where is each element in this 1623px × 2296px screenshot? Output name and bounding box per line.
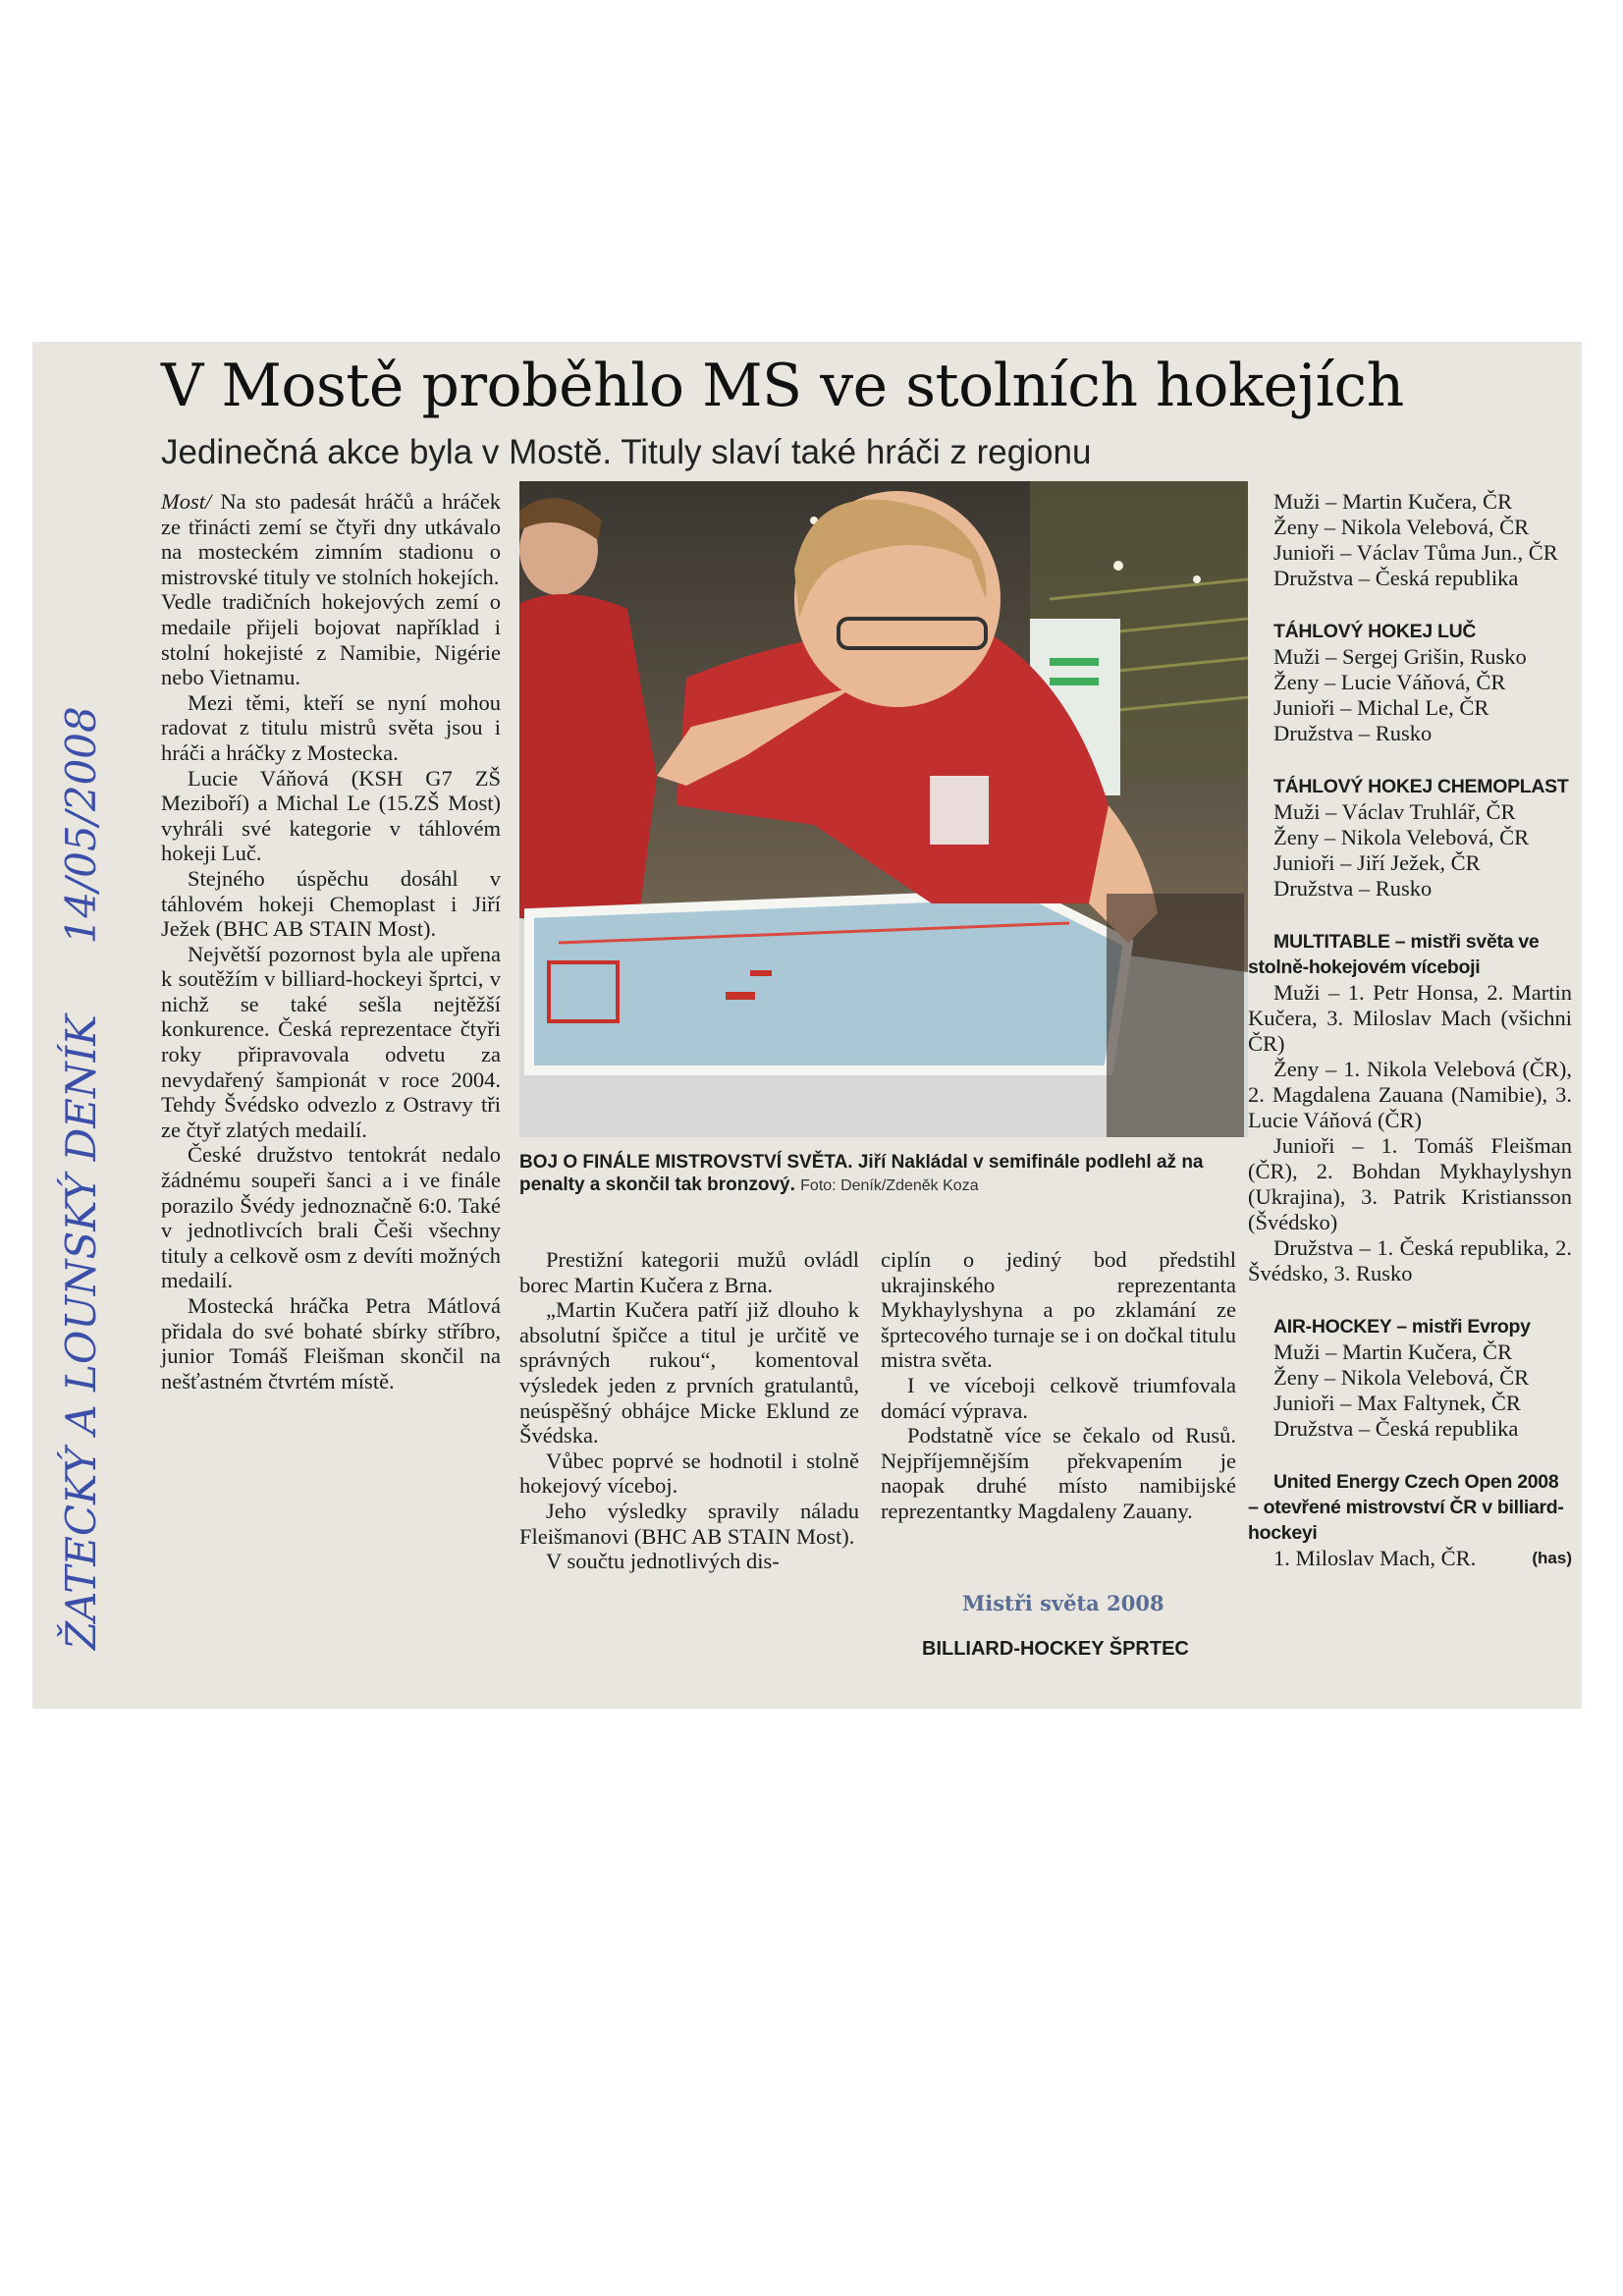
article-photo [519, 481, 1248, 1137]
result-line: Junioři – Max Faltynek, ČR [1273, 1391, 1521, 1415]
result-line: Ženy – 1. Nikola Velebová (ČR), 2. Magdalena Zauana (Namibie), 3. Lucie Váňová (ČR) [1248, 1057, 1572, 1132]
paragraph: Jeho výsledky spravily náladu Fleišmanovi (BHC AB STAIN Most). [519, 1498, 859, 1549]
category-heading: United Energy Czech Open 2008 – otevřené mistrovství ČR v billiard-hockeyi [1248, 1471, 1564, 1544]
paragraph: Lucie Váňová (KSH G7 ZŠ Meziboří) a Michal Le (15.ZŠ Most) vyhráli své kategorie v táhlovém hokeji Luč. [161, 765, 501, 866]
caption-text: Jiří Nakládal v semifinále podlehl až na penalty a skončil tak bronzový. [519, 1152, 1204, 1195]
paragraph: Prestižní kategorii mužů ovládl borec Martin Kučera z Brna. [519, 1247, 859, 1297]
results-box-title: Mistři světa 2008 [962, 1591, 1164, 1615]
paragraph: Stejného úspěchu dosáhl v táhlovém hokeji Chemoplast i Jiří Ježek (BHC AB STAIN Most). [161, 865, 501, 942]
result-line: Ženy – Nikola Velebová, ČR [1273, 1365, 1530, 1390]
result-line: Družstva – Česká republika [1273, 1416, 1519, 1441]
result-line: Junioři – Michal Le, ČR [1273, 695, 1489, 720]
handwritten-source: ŽATECKÝ A LOUNSKÝ DENÍK [57, 1014, 105, 1650]
author-initials: (has) [1532, 1549, 1572, 1567]
results-column [1248, 489, 1572, 1571]
result-line: Ženy – Nikola Velebová, ČR [1273, 825, 1530, 849]
article-column-1 [161, 489, 501, 1394]
table-hockey-photo [519, 481, 1248, 1137]
dateline: Most/ [161, 489, 212, 514]
category-heading: TÁHLOVÝ HOKEJ CHEMOPLAST [1273, 776, 1569, 797]
paragraph: „Martin Kučera patří již dlouho k absolutní špičce a titul je určitě ve správných rukou“, komentoval výsledek jeden z prvních gratulantů, neúspěšný obhájce Micke Eklund ze Švédska. [519, 1297, 859, 1449]
handwritten-annotation [57, 707, 116, 1650]
paragraph: Vedle tradičních hokejových zemí o medaile přijeli bojovat například i stolní hokejisté z Namibie, Nigérie nebo Vietnamu. [161, 589, 501, 690]
result-line: Ženy – Nikola Velebová, ČR [1273, 515, 1530, 539]
article-column-3 [881, 1247, 1236, 1524]
result-line: Družstva – Rusko [1273, 721, 1433, 745]
photo-credit: Foto: Deník/Zdeněk Koza [800, 1177, 979, 1194]
paragraph: Vůbec poprvé se hodnotil i stolně hokejový víceboj. [519, 1448, 859, 1499]
paragraph: Mezi těmi, kteří se nyní mohou radovat z titulu mistrů světa jsou i hráči a hráčky z Mostecka. [161, 689, 501, 765]
article-column-2 [519, 1247, 859, 1574]
result-line: Ženy – Lucie Váňová, ČR [1273, 670, 1506, 694]
result-line: Muži – 1. Petr Honsa, 2. Martin Kučera, 3. Miloslav Mach (všichni ČR) [1248, 980, 1572, 1056]
paragraph: České družstvo tentokrát nedalo žádnému soupeři šanci a i ve finále porazilo Švédy jednoznačně 6:0. Také v jednotlivcích brali Češi všechny tituly a celkově osm z devíti možných medailí. [161, 1142, 501, 1293]
result-line: Junioři – Jiří Ježek, ČR [1273, 850, 1481, 875]
paragraph: Podstatně více se čekalo od Rusů. Nejpříjemnějším překvapením je naopak druhé místo namibijské reprezentantky Magdaleny Zauany. [881, 1423, 1236, 1523]
result-line: Muži – Martin Kučera, ČR [1273, 1339, 1513, 1364]
category-heading: MULTITABLE – mistři světa ve stolně-hokejovém víceboji [1248, 931, 1540, 978]
result-line: Junioři – Václav Tůma Jun., ČR [1273, 540, 1558, 565]
newspaper-clipping [32, 342, 1582, 1709]
paragraph: V součtu jednotlivých dis- [546, 1549, 780, 1574]
paragraph: Most/ Na sto padesát hráčů a hráček ze třinácti zemí se čtyři dny utkávalo na mosteckém zimním stadionu o mistrovské tituly ve stolních hokejích. [161, 489, 501, 589]
caption-title: BOJ O FINÁLE MISTROVSTVÍ SVĚTA. [519, 1152, 853, 1173]
paragraph: ciplín o jediný bod předstihl ukrajinského reprezentanta Mykhaylyshyna a po zklamání ze šprtecového turnaje se i on dočkal titulu mistra světa. [881, 1247, 1236, 1373]
article-subheadline: Jedinečná akce byla v Mostě. Tituly slaví také hráči z regionu [161, 433, 1092, 471]
results-section-heading: BILLIARD-HOCKEY ŠPRTEC [922, 1638, 1189, 1660]
handwritten-date: 14/05/2008 [57, 706, 105, 945]
result-line: Muži – Václav Truhlář, ČR [1273, 799, 1516, 824]
category-heading: AIR-HOCKEY – mistři Evropy [1273, 1316, 1531, 1338]
paragraph: I ve víceboji celkově triumfovala domácí výprava. [881, 1372, 1236, 1423]
result-line: Družstva – 1. Česká republika, 2. Švédsko, 3. Rusko [1248, 1235, 1572, 1285]
result-line: Muži – Martin Kučera, ČR [1273, 489, 1513, 514]
article-headline: V Mostě proběhlo MS ve stolních hokejích [161, 352, 1404, 420]
result-line: Družstva – Rusko [1273, 876, 1433, 901]
category-heading: TÁHLOVÝ HOKEJ LUČ [1273, 621, 1477, 642]
paragraph: Největší pozornost byla ale upřena k soutěžím v billiard-hockeyi šprtci, v nichž se také sešla nejtěžší konkurence. Česká reprezentace čtyři roky připravovala odvetu za nevydařený šampionát v roce 2004. Tehdy Švédsko odvezlo z Ostravy tři ze čtyř zlatých medailí. [161, 941, 501, 1142]
photo-caption [519, 1151, 1256, 1197]
result-line: Junioři – 1. Tomáš Fleišman (ČR), 2. Bohdan Mykhaylyshyn (Ukrajina), 3. Patrik Kristiansson (Švédsko) [1248, 1133, 1572, 1234]
result-line: Muži – Sergej Grišin, Rusko [1273, 644, 1527, 669]
paragraph: Mostecká hráčka Petra Mátlová přidala do své bohaté sbírky stříbro, junior Tomáš Fleišman skončil na nešťastném čtvrtém místě. [161, 1293, 501, 1394]
result-line: 1. Miloslav Mach, ČR. (has) [1273, 1546, 1572, 1570]
result-line: Družstva – Česká republika [1273, 566, 1519, 590]
